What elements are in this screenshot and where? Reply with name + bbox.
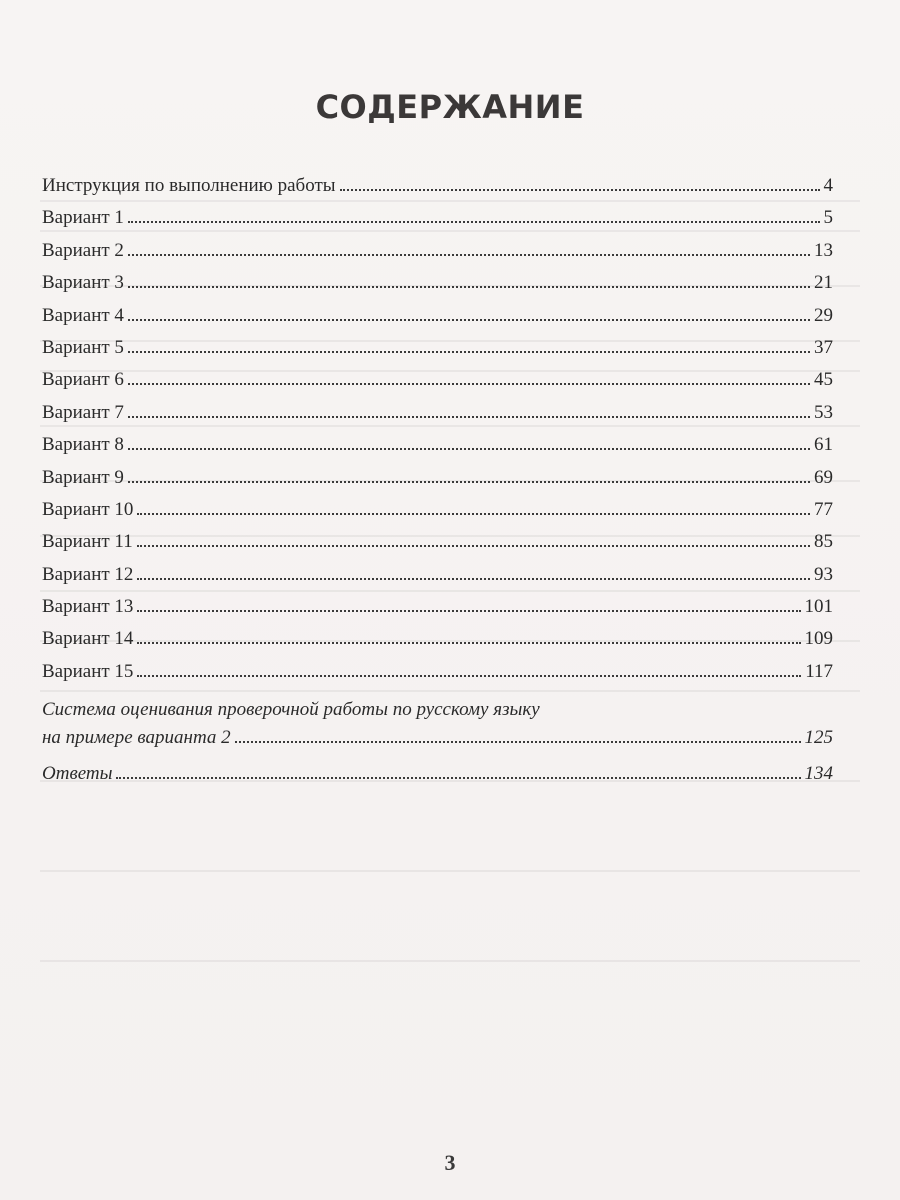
toc-item-page: 13 xyxy=(814,239,833,261)
toc-item-label: Инструкция по выполнению работы xyxy=(42,175,336,196)
toc-item[interactable] xyxy=(42,399,833,431)
dot-leader xyxy=(128,448,810,450)
toc-item[interactable] xyxy=(42,496,833,528)
toc-item[interactable] xyxy=(42,334,833,366)
toc-item-label: Ответы xyxy=(42,763,113,785)
toc-item-page: 5 xyxy=(823,207,833,229)
toc-item-page: 37 xyxy=(814,336,833,358)
toc-item[interactable] xyxy=(42,204,833,236)
toc-item-label: Вариант 4 xyxy=(42,304,124,326)
dot-leader xyxy=(137,675,801,677)
toc-item-page: 61 xyxy=(814,434,833,456)
toc-item-label: Вариант 15 xyxy=(42,660,134,682)
dot-leader xyxy=(128,286,810,288)
toc-item-label: Вариант 6 xyxy=(42,369,124,391)
toc-item-page: 45 xyxy=(814,369,833,391)
table-of-contents xyxy=(42,172,833,793)
toc-item[interactable] xyxy=(42,237,833,269)
toc-item-page: 93 xyxy=(814,563,833,585)
toc-item[interactable] xyxy=(42,464,833,496)
dot-leader xyxy=(128,481,810,483)
dot-leader xyxy=(128,416,810,418)
toc-item[interactable] xyxy=(42,366,833,398)
toc-item-label: Вариант 3 xyxy=(42,272,124,294)
toc-item[interactable] xyxy=(42,528,833,560)
dot-leader xyxy=(128,221,820,223)
toc-item-page: 101 xyxy=(804,596,833,618)
toc-entries xyxy=(42,172,833,690)
toc-item-label: Вариант 11 xyxy=(42,531,133,553)
toc-item-page: 134 xyxy=(804,763,833,785)
dot-leader xyxy=(128,383,810,385)
toc-item-page: 21 xyxy=(814,272,833,294)
toc-item-label: Вариант 12 xyxy=(42,563,134,585)
toc-item-label: Вариант 7 xyxy=(42,401,124,423)
toc-item-page: 109 xyxy=(804,628,833,650)
toc-item[interactable] xyxy=(42,172,833,204)
dot-leader xyxy=(137,513,810,515)
toc-item[interactable] xyxy=(42,593,833,625)
toc-item-page: 4 xyxy=(823,175,833,196)
dot-leader xyxy=(128,319,810,321)
toc-item-label: Вариант 14 xyxy=(42,628,134,650)
dot-leader xyxy=(137,610,800,612)
dot-leader xyxy=(137,642,800,644)
dot-leader xyxy=(235,741,801,743)
dot-leader xyxy=(137,578,810,580)
toc-item-page: 117 xyxy=(805,660,833,682)
dot-leader xyxy=(116,777,800,779)
toc-item-page: 53 xyxy=(814,401,833,423)
page-title: СОДЕРЖАНИЕ xyxy=(315,88,585,126)
toc-item-label: Вариант 5 xyxy=(42,336,124,358)
dot-leader xyxy=(128,351,810,353)
toc-item[interactable] xyxy=(42,658,833,690)
dot-leader xyxy=(137,545,810,547)
toc-item-page: 85 xyxy=(814,531,833,553)
toc-item-grading[interactable] xyxy=(42,696,833,756)
toc-item-label: Вариант 2 xyxy=(42,239,124,261)
toc-item-page: 29 xyxy=(814,304,833,326)
toc-item[interactable] xyxy=(42,431,833,463)
toc-item-label: на примере варианта 2 xyxy=(42,727,231,749)
toc-item-page: 69 xyxy=(814,466,833,488)
toc-item[interactable] xyxy=(42,269,833,301)
toc-item-label: Вариант 13 xyxy=(42,596,134,618)
toc-item-answers[interactable] xyxy=(42,760,833,792)
toc-item[interactable] xyxy=(42,625,833,657)
toc-item-label: Вариант 1 xyxy=(42,207,124,229)
toc-item[interactable] xyxy=(42,302,833,334)
page-number: 3 xyxy=(444,1150,456,1175)
toc-item[interactable] xyxy=(42,561,833,593)
toc-item-label: Вариант 9 xyxy=(42,466,124,488)
toc-item-label: Система оценивания проверочной работы по русскому языку xyxy=(42,699,540,721)
dot-leader xyxy=(340,189,820,191)
toc-item-label: Вариант 10 xyxy=(42,498,134,520)
toc-item-label: Вариант 8 xyxy=(42,434,124,456)
toc-item-page: 77 xyxy=(814,498,833,520)
toc-item-page: 125 xyxy=(804,727,833,749)
dot-leader xyxy=(128,254,810,256)
